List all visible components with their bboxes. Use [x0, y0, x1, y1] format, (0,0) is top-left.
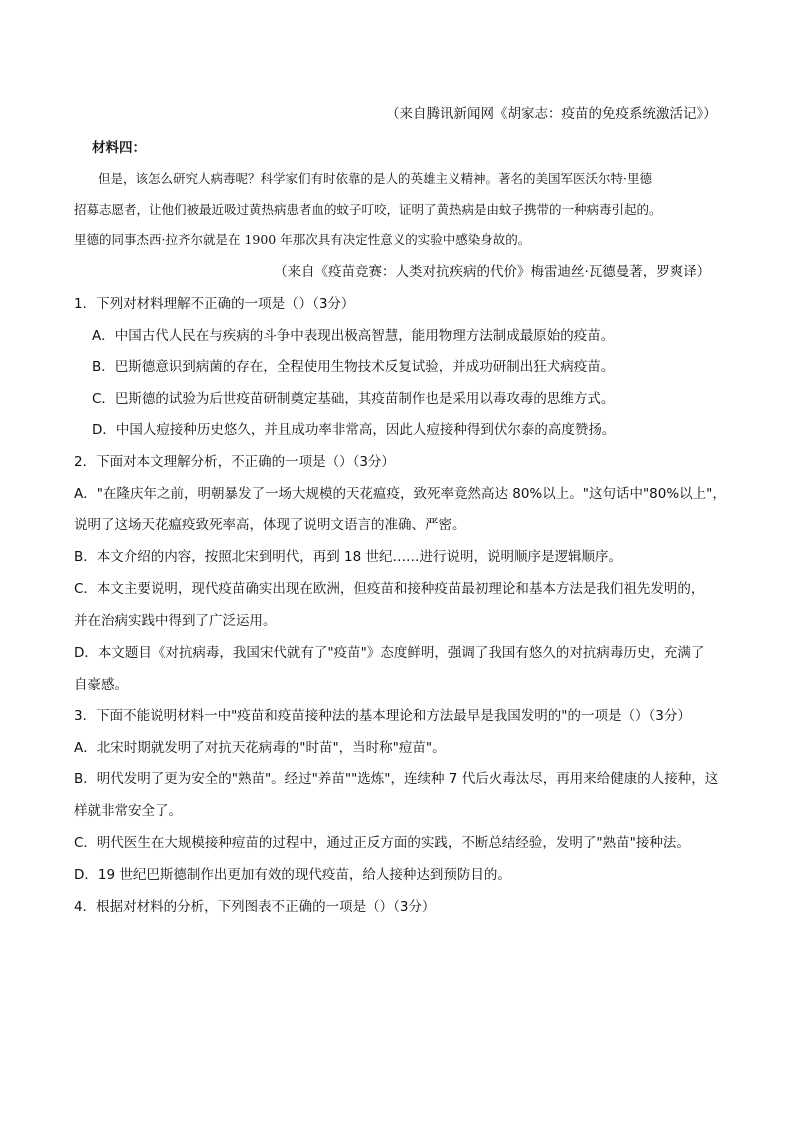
source-citation-tencent: （来自腾讯新闻网《胡家志：疫苗的免疫系统激活记》） [386, 106, 717, 122]
question-3-option-d[interactable]: D．19 世纪巴斯德制作出更加有效的现代疫苗，给人接种达到预防目的。 [74, 867, 511, 883]
question-3-option-c[interactable]: C．明代医生在大规模接种痘苗的过程中，通过正反方面的实践，不断总结经验，发明了"熟苗"接种法。 [74, 835, 690, 851]
question-2-option-b[interactable]: B．本文介绍的内容，按照北宋到明代，再到 18 世纪……进行说明，说明顺序是逻辑顺序。 [74, 549, 623, 565]
question-1-option-a[interactable]: A．中国古代人民在与疾病的斗争中表现出极高智慧，能用物理方法制成最原始的疫苗。 [92, 328, 615, 344]
material-four-heading: 材料四： [92, 140, 146, 156]
question-2-option-d[interactable]: D．本文题目《对抗病毒，我国宋代就有了"疫苗"》态度鲜明，强调了我国有悠久的对抗病毒历史，充满了 [74, 645, 705, 661]
source-citation-book: （来自《疫苗竞赛：人类对抗疾病的代价》梅雷迪丝·瓦德曼著，罗爽译） [274, 264, 711, 280]
question-2-option-a[interactable]: A．"在隆庆年之前，明朝暴发了一场大规模的天花瘟疫，致死率竟然高达 80%以上。"这句话中"80%以上"， [74, 486, 726, 502]
question-3-option-b[interactable]: B．明代发明了更为安全的"熟苗"。经过"养苗""选炼"，连续种 7 代后火毒汰尽，再用来给健康的人接种，这 [74, 771, 719, 787]
question-3-stem: 3．下面不能说明材料一中"疫苗和疫苗接种法的基本理论和方法最早是我国发明的"的一项是（）（3分） [74, 708, 691, 724]
question-2-stem: 2．下面对本文理解分析，不正确的一项是（）（3分） [74, 454, 395, 470]
question-2-option-d-cont: 自豪感。 [74, 677, 128, 693]
question-3-option-b-cont: 样就非常安全了。 [74, 803, 182, 819]
question-2-option-a-cont: 说明了这场天花瘟疫致死率高，体现了说明文语言的准确、严密。 [74, 517, 466, 533]
question-1-option-b[interactable]: B．巴斯德意识到病菌的存在，全程使用生物技术反复试验，并成功研制出狂犬病疫苗。 [92, 359, 615, 375]
question-4-stem: 4．根据对材料的分析，下列图表不正确的一项是（）（3分） [74, 899, 436, 915]
question-1-stem: 1．下列对材料理解不正确的一项是（）（3分） [74, 296, 355, 312]
question-1-option-d[interactable]: D．中国人痘接种历史悠久，并且成功率非常高，因此人痘接种得到伏尔泰的高度赞扬。 [92, 422, 616, 438]
material-four-line: 但是，该怎么研究人病毒呢？科学家们有时依靠的是人的英雄主义精神。著名的美国军医沃尔特·里德 [98, 171, 652, 186]
material-four-line: 招募志愿者，让他们被最近吸过黄热病患者血的蚊子叮咬，证明了黄热病是由蚊子携带的一种病毒引起的。 [74, 202, 662, 217]
question-2-option-c[interactable]: C．本文主要说明，现代疫苗确实出现在欧洲，但疫苗和接种疫苗最初理论和基本方法是我们祖先发明的， [74, 581, 705, 597]
material-four-line: 里德的同事杰西·拉齐尔就是在 1900 年那次具有决定性意义的实验中感染身故的。 [74, 232, 531, 247]
question-2-option-c-cont: 并在治病实践中得到了广泛运用。 [74, 613, 277, 629]
question-3-option-a[interactable]: A．北宋时期就发明了对抗天花病毒的"时苗"，当时称"痘苗"。 [74, 740, 446, 756]
question-1-option-c[interactable]: C．巴斯德的试验为后世疫苗研制奠定基础，其疫苗制作也是采用以毒攻毒的思维方式。 [92, 391, 615, 407]
